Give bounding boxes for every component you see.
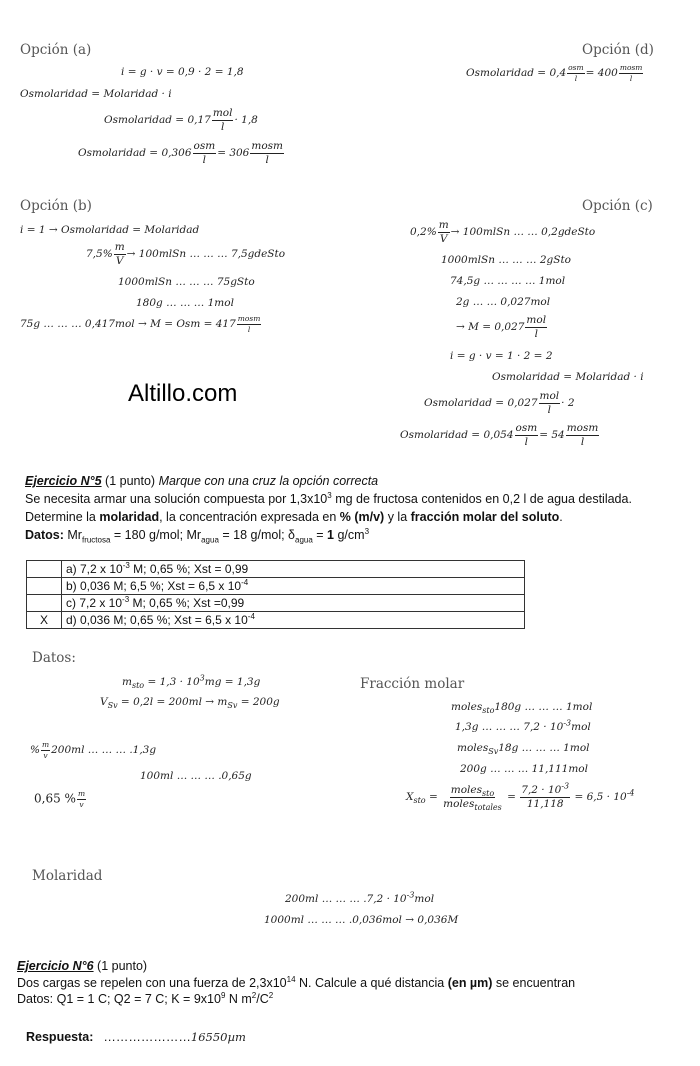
answer-dots: ………………… bbox=[103, 1030, 191, 1044]
option-a-line4: Osmolaridad = 0,306 $\frac{\text{osm}}{l}$ = 306 $\frac{\text{mosm}}{l}$ bbox=[78, 140, 283, 166]
fm-line2: 1,3g … … … $7,2 \cdot 10^{-3}mol$ bbox=[455, 718, 591, 733]
ej6-datos: Datos: Q1 = 1 C; Q2 = 7 C; $K = 9x10^9$ N $m^2/C^2$ bbox=[17, 990, 274, 1006]
option-b-text: b) 0,036 M; 6,5 %; Xst = 6,5 x $10^{-4}$ bbox=[62, 578, 525, 595]
molaridad-line2: 1000ml … … … .0,036mol → 0,036M bbox=[264, 914, 459, 926]
ej6-answer bbox=[26, 1028, 246, 1046]
ej6-text1: Dos cargas se repelen con una fuerza de $2,3x10^{14}$ N. Calcule a qué distancia (en µm) se encuentran bbox=[17, 974, 576, 990]
option-b-line1: i = 1 → Osmolaridad = Molaridad bbox=[20, 224, 200, 236]
option-a-header: Opción (a) bbox=[20, 42, 92, 58]
option-c-line5: → M = 0,027 $\frac{\text{mol}}{l}$ bbox=[456, 314, 547, 340]
option-b-checkbox[interactable] bbox=[27, 578, 62, 595]
option-b-line4: 180g … … … 1mol bbox=[136, 297, 234, 309]
ej5-options-table bbox=[26, 560, 525, 629]
option-c-line4: 2g … … 0,027mol bbox=[456, 296, 551, 308]
ej5-datos: Datos: $Mr_{fructosa} = 180$ g/mol; $Mr_{agua} = 18$ g/mol; $\delta_{agua} = 1$ $g/cm^3$ bbox=[25, 526, 370, 545]
option-c-text: c) 7,2 x $10^{-3}$ M; 0,65 %; Xst =0,99 bbox=[62, 595, 525, 612]
ej5-title-line: Ejercicio N°5 (1 punto) Marque con una cruz la opción correcta bbox=[25, 474, 379, 488]
pct-line1: % $\frac{m}{v}$ 200ml … … … .1,3g bbox=[30, 740, 157, 760]
vsv-line: $V_{Sv} = 0,2l = 200ml \to m_{Sv} = 200g$ bbox=[100, 696, 280, 711]
option-a-text: a) 7,2 x $10^{-3}$ M; 0,65 %; Xst = 0,99 bbox=[62, 561, 525, 578]
pct-line2: 100ml … … … .0,65g bbox=[140, 770, 252, 782]
option-row-a[interactable] bbox=[27, 561, 525, 578]
fm-line4: 200g … … … 11,111mol bbox=[460, 763, 588, 775]
option-b-header: Opción (b) bbox=[20, 198, 92, 214]
fm-line1: moles$_{sto}$180g … … … 1mol bbox=[451, 701, 593, 716]
ej5-text1: Se necesita armar una solución compuesta por $1,3x10^3$ mg de fructosa contenidos en 0,2 l de agua destilada. bbox=[25, 490, 632, 506]
ej6-title-line: Ejercicio N°6 (1 punto) bbox=[17, 959, 148, 973]
option-c-header: Opción (c) bbox=[582, 198, 653, 214]
option-a-line3: Osmolaridad = 0,17 $\frac{\text{mol}}{l}$ · 1,8 bbox=[104, 107, 258, 133]
option-c-line6: i = g · v = 1 · 2 = 2 bbox=[450, 350, 553, 362]
molaridad-line1: 200ml … … … $.7,2 \cdot 10^{-3}mol$ bbox=[285, 890, 435, 905]
option-row-c[interactable] bbox=[27, 595, 525, 612]
xsto-line: $X_{sto}$ = $\frac{moles_{sto}}{moles_{totales}}$ = $\frac{7,2 \cdot 10^{-3}}{11,118}$ = $6,5 \cdot 10^{-4}$ bbox=[406, 781, 635, 812]
option-c-line8: Osmolaridad = 0,027 $\frac{\text{mol}}{l}$ · 2 bbox=[424, 390, 575, 416]
answer-value: 16550µm bbox=[190, 1030, 246, 1044]
option-a-line2: Osmolaridad = Molaridad · i bbox=[20, 88, 172, 100]
option-c-line2: 1000mlSn … … … 2gSto bbox=[441, 254, 571, 266]
altillo-watermark: Altillo.com bbox=[128, 380, 238, 407]
option-row-d[interactable] bbox=[27, 612, 525, 629]
datos-header: Datos: bbox=[32, 650, 76, 666]
option-b-line5: 75g … … … 0,417mol → M = Osm = 417 $\frac{\text{mosm}}{l}$ bbox=[20, 314, 261, 334]
answer-label: Respuesta: bbox=[26, 1030, 94, 1044]
option-c-checkbox[interactable] bbox=[27, 595, 62, 612]
pct-result: 0,65 % $\frac{m}{v}$ bbox=[34, 789, 86, 809]
option-d-line: Osmolaridad = 0,4 $\frac{\text{osm}}{l}$ = 400 $\frac{\text{mosm}}{l}$ bbox=[466, 63, 643, 83]
option-row-b[interactable] bbox=[27, 578, 525, 595]
option-d-text: d) 0,036 M; 0,65 %; Xst = 6,5 x $10^{-4}$ bbox=[62, 612, 525, 629]
option-c-line9: Osmolaridad = 0,054 $\frac{\text{osm}}{l}$ = 54 $\frac{\text{mosm}}{l}$ bbox=[400, 422, 599, 448]
fm-line3: moles$_{Sv}$18g … … … 1mol bbox=[457, 742, 590, 757]
option-a-line1: i = g · v = 0,9 · 2 = 1,8 bbox=[121, 66, 244, 78]
ej5-text2: Determine la molaridad, la concentración expresada en % (m/v) y la fracción molar del soluto. bbox=[25, 510, 563, 524]
option-c-line7: Osmolaridad = Molaridad · i bbox=[492, 371, 644, 383]
fraccion-molar-header: Fracción molar bbox=[360, 676, 465, 692]
msto-line: $m_{sto} = 1,3 \cdot 10^3mg = 1,3g$ bbox=[122, 673, 261, 691]
option-b-line2: 7,5% $\frac{m}{V}$ → 100mlSn … … … 7,5gdeSto bbox=[86, 241, 286, 267]
option-a-checkbox[interactable] bbox=[27, 561, 62, 578]
option-c-line3: 74,5g … … … … 1mol bbox=[450, 275, 566, 287]
option-c-line1: 0,2% $\frac{m}{V}$ → 100mlSn … … 0,2gdeSto bbox=[410, 219, 596, 245]
option-b-line3: 1000mlSn … … … 75gSto bbox=[118, 276, 255, 288]
molaridad-header: Molaridad bbox=[32, 868, 103, 884]
option-d-header: Opción (d) bbox=[582, 42, 654, 58]
option-d-checkbox[interactable]: X bbox=[27, 612, 62, 629]
